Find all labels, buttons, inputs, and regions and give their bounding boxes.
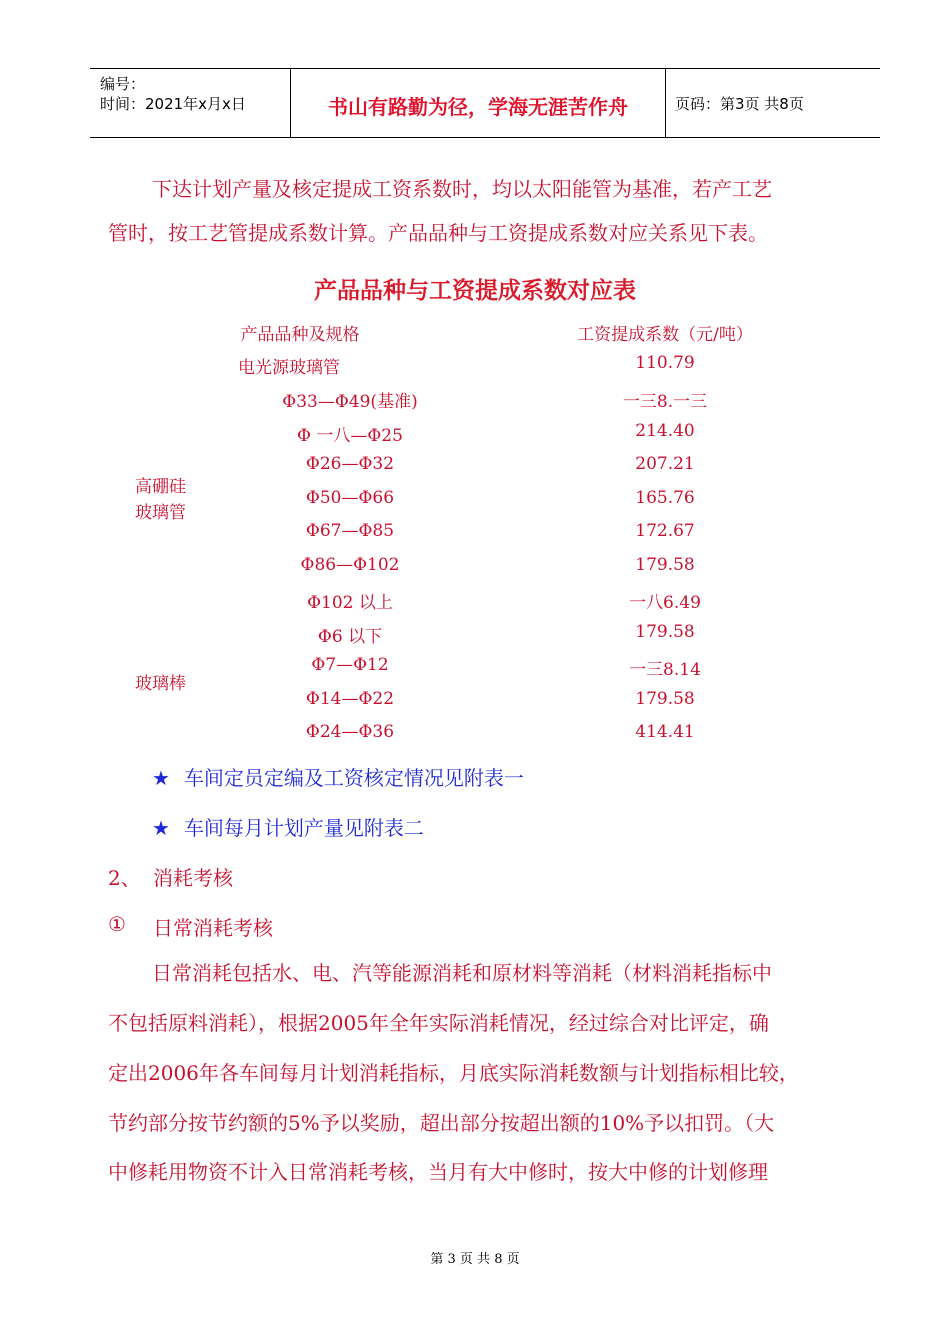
table-title: 产品品种与工资提成系数对应表: [314, 278, 636, 304]
table-group-label: [135, 671, 186, 697]
table-row-coef: 179.58: [635, 555, 695, 575]
table-row-coef: 414.41: [635, 722, 695, 742]
table-col2-header: 工资提成系数（元/吨）: [577, 325, 753, 345]
group-label-line: 高硼硅: [135, 477, 186, 497]
document-header: [90, 68, 880, 138]
document-number-label: 编号：: [100, 75, 146, 93]
table-row-coef: 一三8.14: [629, 660, 701, 680]
bullet-item: [152, 762, 524, 791]
table-row-coef: 172.67: [635, 521, 695, 541]
table-row-spec: Φ26—Φ32: [305, 454, 395, 474]
header-page-code: 页码：第3页 共8页: [675, 95, 804, 113]
table-row-coef: 一八6.49: [629, 593, 701, 613]
body-line-1: 日常消耗包括水、电、汽等能源消耗和原材料等消耗（材料消耗指标中: [152, 961, 772, 985]
table-row-spec: Φ86—Φ102: [300, 555, 400, 575]
bullet-text: 车间每月计划产量见附表二: [183, 816, 424, 840]
table-row-spec: Φ50—Φ66: [305, 488, 395, 508]
table-row-spec: Φ7—Φ12: [311, 655, 389, 675]
table-row-spec: Φ33—Φ49(基准): [282, 392, 418, 412]
table-row-spec: 电光源玻璃管: [238, 358, 340, 378]
subsection-number: ①: [108, 912, 126, 936]
header-motto: 书山有路勤为径，学海无涯苦作舟: [328, 95, 628, 119]
header-middle-cell: [290, 69, 666, 137]
section-title: 消耗考核: [153, 866, 233, 890]
subsection-title: 日常消耗考核: [153, 916, 273, 940]
table-row-coef: 165.76: [635, 488, 695, 508]
body-line-3: 定出2006年各车间每月计划消耗指标，月底实际消耗数额与计划指标相比较，: [108, 1061, 799, 1085]
table-row-spec: Φ67—Φ85: [305, 521, 395, 541]
intro-line-2: 管时，按工艺管提成系数计算。产品品种与工资提成系数对应关系见下表。: [108, 221, 768, 245]
table-row-coef: 一三8.一三: [622, 392, 708, 412]
table-group-label: [135, 474, 186, 526]
table-row-coef: 207.21: [635, 454, 695, 474]
header-left-cell: [90, 69, 290, 137]
table-row-spec: Φ 一八—Φ25: [297, 426, 403, 446]
body-line-5: 中修耗用物资不计入日常消耗考核，当月有大中修时，按大中修的计划修理: [108, 1160, 768, 1184]
table-row-spec: Φ14—Φ22: [305, 689, 395, 709]
bullet-text: 车间定员定编及工资核定情况见附表一: [183, 766, 524, 790]
table-row-coef: 179.58: [635, 622, 695, 642]
intro-line-1: 下达计划产量及核定提成工资系数时，均以太阳能管为基准，若产工艺: [152, 177, 772, 201]
group-label-line: 玻璃管: [135, 503, 186, 523]
group-label-line: 玻璃棒: [135, 674, 186, 694]
table-row-coef: 110.79: [635, 353, 695, 373]
star-icon: ★: [152, 766, 170, 790]
section-number: 2、: [108, 866, 141, 890]
body-line-4: 节约部分按节约额的5%予以奖励，超出部分按超出额的10%予以扣罚。（大: [108, 1111, 775, 1135]
body-line-2: 不包括原料消耗），根据2005年全年实际消耗情况，经过综合对比评定，确: [108, 1011, 769, 1035]
table-row-spec: Φ102 以上: [307, 593, 393, 613]
bullet-item: [152, 812, 424, 841]
table-row-coef: 179.58: [635, 689, 695, 709]
page-footer: 第 3 页 共 8 页: [430, 1252, 520, 1267]
star-icon: ★: [152, 816, 170, 840]
header-right-cell: [665, 69, 880, 137]
document-time-label: 时间：2021年x月x日: [100, 95, 246, 113]
table-col1-header: 产品品种及规格: [240, 325, 360, 345]
table-row-spec: Φ6 以下: [317, 627, 383, 647]
table-row-spec: Φ24—Φ36: [305, 722, 395, 742]
table-row-coef: 214.40: [635, 421, 695, 441]
